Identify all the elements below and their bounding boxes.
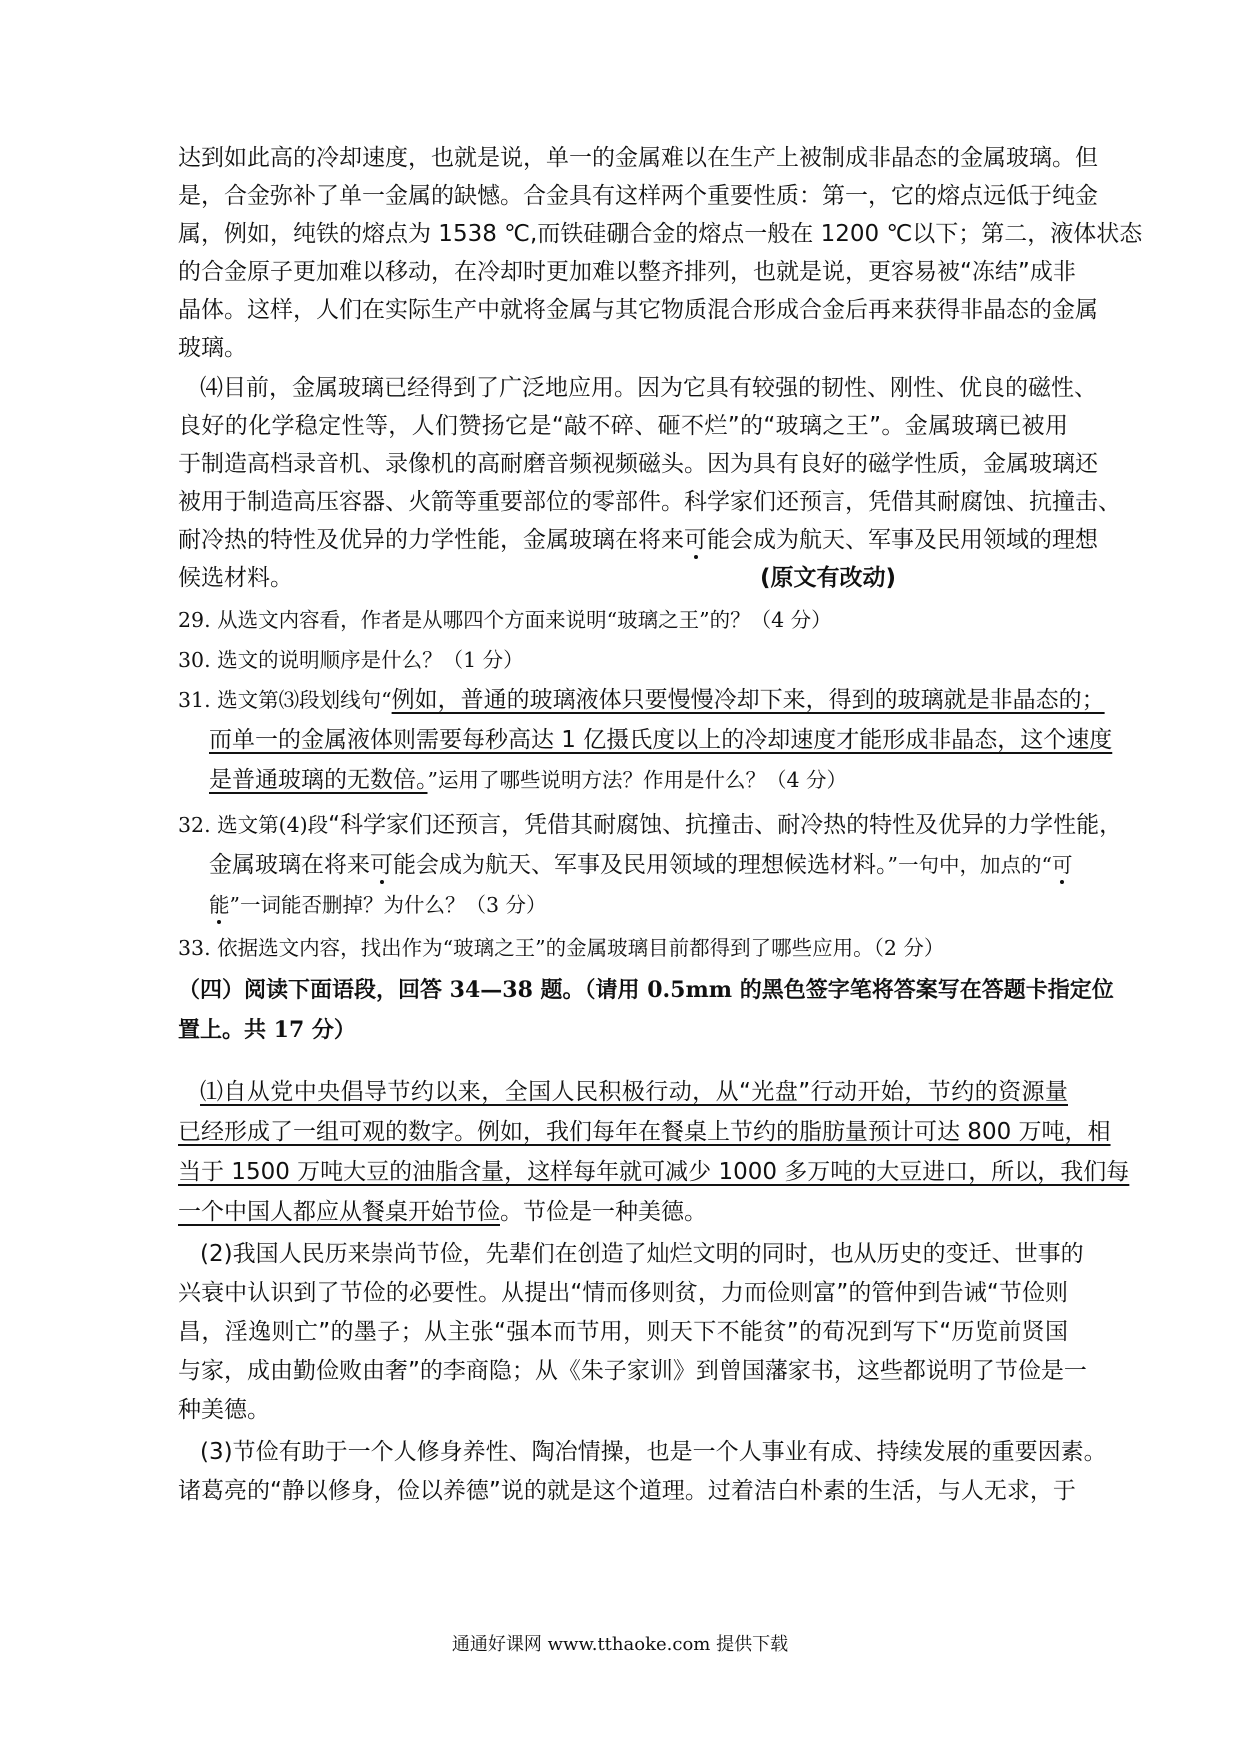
text-span: 能会成为航天、军事及民用领域的理想候选材料。 (393, 852, 888, 878)
passage-line: 的合金原子更加难以移动，在冷却时更加难以整齐排列，也就是说，更容易被“冻结”成非 (178, 259, 1076, 285)
question-29: 29. 从选文内容看，作者是从哪四个方面来说明“玻璃之王”的？（4 分） (178, 608, 832, 632)
passage-line (178, 558, 1068, 598)
emphasis-dot-char: 可 (1052, 845, 1073, 885)
text-span: 能会成为航天、军事及民用领域的理想 (707, 527, 1098, 553)
passage-line: 种美德。 (178, 1397, 270, 1423)
passage-line: 被用于制造高压容器、火箭等重要部位的零部件。科学家们还预言，凭借其耐腐蚀、抗撞击、 (178, 489, 1121, 515)
question-31-cont (209, 760, 1068, 800)
passage-line: 属，例如，纯铁的熔点为 1538 ℃,而铁硅硼合金的熔点一般在 1200 ℃以下；第二，液体状态 (178, 221, 1143, 247)
emphasis-dot-char: 可 (684, 520, 707, 560)
text-span: 。节俭是一种美德。 (500, 1199, 707, 1225)
text-span: 32. 选文第(4)段 (178, 813, 329, 837)
text-span: 耐冷热的特性及优异的力学性能，金属玻璃在将来 (178, 527, 684, 553)
passage-line: 玻璃。 (178, 335, 247, 361)
text-span: 金属玻璃在将来 (209, 852, 370, 878)
text-span: 候选材料。 (178, 565, 293, 591)
section-header: 置上。共 17 分） (178, 1017, 356, 1043)
question-30: 30. 选文的说明顺序是什么？（1 分） (178, 648, 524, 672)
question-31-cont (209, 720, 1113, 760)
passage-line: 良好的化学稳定性等，人们赞扬它是“敲不碎、砸不烂”的“玻璃之王”。金属玻璃已被用 (178, 413, 1068, 439)
passage-line: (3)节俭有助于一个人修身养性、陶冶情操，也是一个人事业有成、持续发展的重要因素。 (200, 1439, 1107, 1465)
section-header: （四）阅读下面语段，回答 34—38 题。（请用 0.5mm 的黑色签字笔将答案写在答题卡指定位 (178, 977, 1114, 1003)
source-note: (原文有改动) (760, 565, 897, 591)
text-span: ”一句中，加点的“ (887, 853, 1052, 877)
passage-line (178, 1112, 1111, 1152)
underlined-sentence: 是普通玻璃的无数倍。 (209, 767, 428, 793)
passage-line (200, 1072, 1068, 1112)
passage-line: 于制造高档录音机、录像机的高耐磨音频视频磁头。因为具有良好的磁学性质，金属玻璃还 (178, 451, 1098, 477)
underlined-sentence: 例如，普通的玻璃液体只要慢慢冷却下来，得到的玻璃就是非晶态的； (391, 687, 1105, 713)
passage-line: 诸葛亮的“静以修身，俭以养德”说的就是这个道理。过着洁白朴素的生活，与人无求，于 (178, 1478, 1076, 1504)
question-32-cont (209, 845, 1073, 885)
passage-line: 是，合金弥补了单一金属的缺憾。合金具有这样两个重要性质：第一，它的熔点远低于纯金 (178, 183, 1098, 209)
question-32-cont (209, 885, 1068, 925)
underlined-sentence: 而单一的金属液体则需要每秒高达 1 亿摄氏度以上的冷却速度才能形成非晶态，这个速度 (209, 727, 1113, 753)
underlined-sentence: 一个中国人都应从餐桌开始节俭 (178, 1199, 500, 1225)
passage-line: 昌，淫逸则亡”的墨子；从主张“强本而节用，则天下不能贫”的荀况到写下“历览前贤国 (178, 1319, 1068, 1345)
passage-line: 晶体。这样，人们在实际生产中就将金属与其它物质混合形成合金后再来获得非晶态的金属 (178, 297, 1098, 323)
question-31 (178, 680, 1105, 720)
passage-line: ⑷目前，金属玻璃已经得到了广泛地应用。因为它具有较强的韧性、刚性、优良的磁性、 (200, 375, 1097, 401)
passage-line: 与家，成由勤俭败由奢”的李商隐；从《朱子家训》到曾国藩家书，这些都说明了节俭是一 (178, 1358, 1087, 1384)
passage-line: 达到如此高的冷却速度，也就是说，单一的金属难以在生产上被制成非晶态的金属玻璃。但 (178, 145, 1098, 171)
question-32 (178, 805, 1123, 845)
underlined-sentence: 已经形成了一组可观的数字。例如，我们每年在餐桌上节约的脂肪量预计可达 800 万吨，相 (178, 1119, 1111, 1145)
text-span: “科学家们还预言，凭借其耐腐蚀、抗撞击、耐冷热的特性及优异的力学性能， (328, 812, 1123, 838)
passage-line: (2)我国人民历来崇尚节俭，先辈们在创造了灿烂文明的同时，也从历史的变迁、世事的 (200, 1241, 1084, 1267)
page-footer: 通通好课网 www.tthaoke.com 提供下载 (451, 1634, 789, 1655)
text-span: 31. 选文第⑶段划线句“ (178, 688, 392, 712)
passage-line (178, 520, 1098, 560)
question-33: 33. 依据选文内容，找出作为“玻璃之王”的金属玻璃目前都得到了哪些应用。（2 分） (178, 936, 945, 960)
emphasis-dot-char: 能 (209, 885, 230, 925)
underlined-sentence: 当于 1500 万吨大豆的油脂含量，这样每年就可减少 1000 多万吨的大豆进口，所以，我们每 (178, 1159, 1130, 1185)
passage-line (178, 1192, 1068, 1232)
emphasis-dot-char: 可 (370, 845, 393, 885)
passage-line: 兴衰中认识到了节俭的必要性。从提出“情而侈则贫，力而俭则富”的管仲到告诫“节俭则 (178, 1280, 1068, 1306)
underlined-sentence: ⑴自从党中央倡导节约以来，全国人民积极行动，从“光盘”行动开始，节约的资源量 (200, 1079, 1068, 1105)
passage-line (178, 1152, 1130, 1192)
text-span: ”运用了哪些说明方法？作用是什么？（4 分） (427, 768, 848, 792)
text-span: ”一词能否删掉？为什么？（3 分） (229, 893, 547, 917)
